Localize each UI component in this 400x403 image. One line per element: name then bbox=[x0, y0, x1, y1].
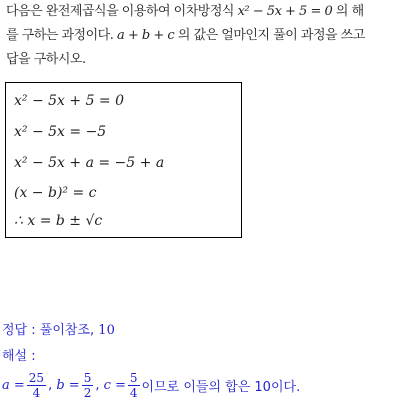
step-3: x² − 5x + a = −5 + a bbox=[14, 155, 165, 171]
answer-label: 정답 : bbox=[2, 323, 36, 338]
b-numerator: 5 bbox=[83, 371, 92, 385]
a-fraction bbox=[27, 371, 46, 400]
question-line2-suffix: 의 값은 얼마인지 풀이 과정을 쓰고 bbox=[177, 28, 365, 43]
c-numerator: 5 bbox=[129, 371, 138, 385]
answer-value-number: 10 bbox=[98, 323, 115, 338]
b-denominator: 2 bbox=[83, 386, 92, 400]
step-2: x² − 5x = −5 bbox=[14, 124, 107, 140]
question-equation: x² − 5x + 5 = 0 bbox=[237, 4, 333, 19]
step-5: ∴ x = b ± √c bbox=[14, 213, 103, 229]
question-line-2 bbox=[6, 24, 396, 48]
question-line-1 bbox=[6, 0, 396, 24]
comma-2: , bbox=[95, 378, 104, 393]
step-1: x² − 5x + 5 = 0 bbox=[14, 93, 125, 109]
comma-1: , bbox=[48, 378, 57, 393]
a-name: a = bbox=[2, 378, 25, 393]
a-numerator: 25 bbox=[28, 371, 45, 385]
c-fraction bbox=[128, 371, 140, 400]
c-name: c = bbox=[103, 378, 126, 393]
answer-value-text: 풀이참조, bbox=[39, 323, 95, 338]
answer-conclusion: 이므로 이들의 합은 10이다. bbox=[141, 380, 301, 395]
b-fraction bbox=[82, 371, 94, 400]
explanation-label: 해설 : bbox=[2, 349, 36, 364]
question-text bbox=[6, 0, 396, 72]
question-line1-text: 다음은 완전제곱식을 이용하여 이차방정식 bbox=[6, 4, 234, 19]
step-4: (x − b)² = c bbox=[14, 185, 97, 201]
question-line1-suffix: 의 해 bbox=[335, 4, 364, 19]
b-name: b = bbox=[56, 378, 80, 393]
explanation-line bbox=[2, 371, 300, 400]
question-expression: a + b + c bbox=[117, 28, 175, 43]
question-line-3: 답을 구하시오. bbox=[6, 52, 86, 67]
answer-line bbox=[2, 319, 115, 338]
c-denominator: 4 bbox=[129, 386, 138, 400]
a-denominator: 4 bbox=[32, 386, 41, 400]
question-line2-text: 를 구하는 과정이다. bbox=[6, 28, 114, 43]
solution-box bbox=[5, 82, 242, 238]
